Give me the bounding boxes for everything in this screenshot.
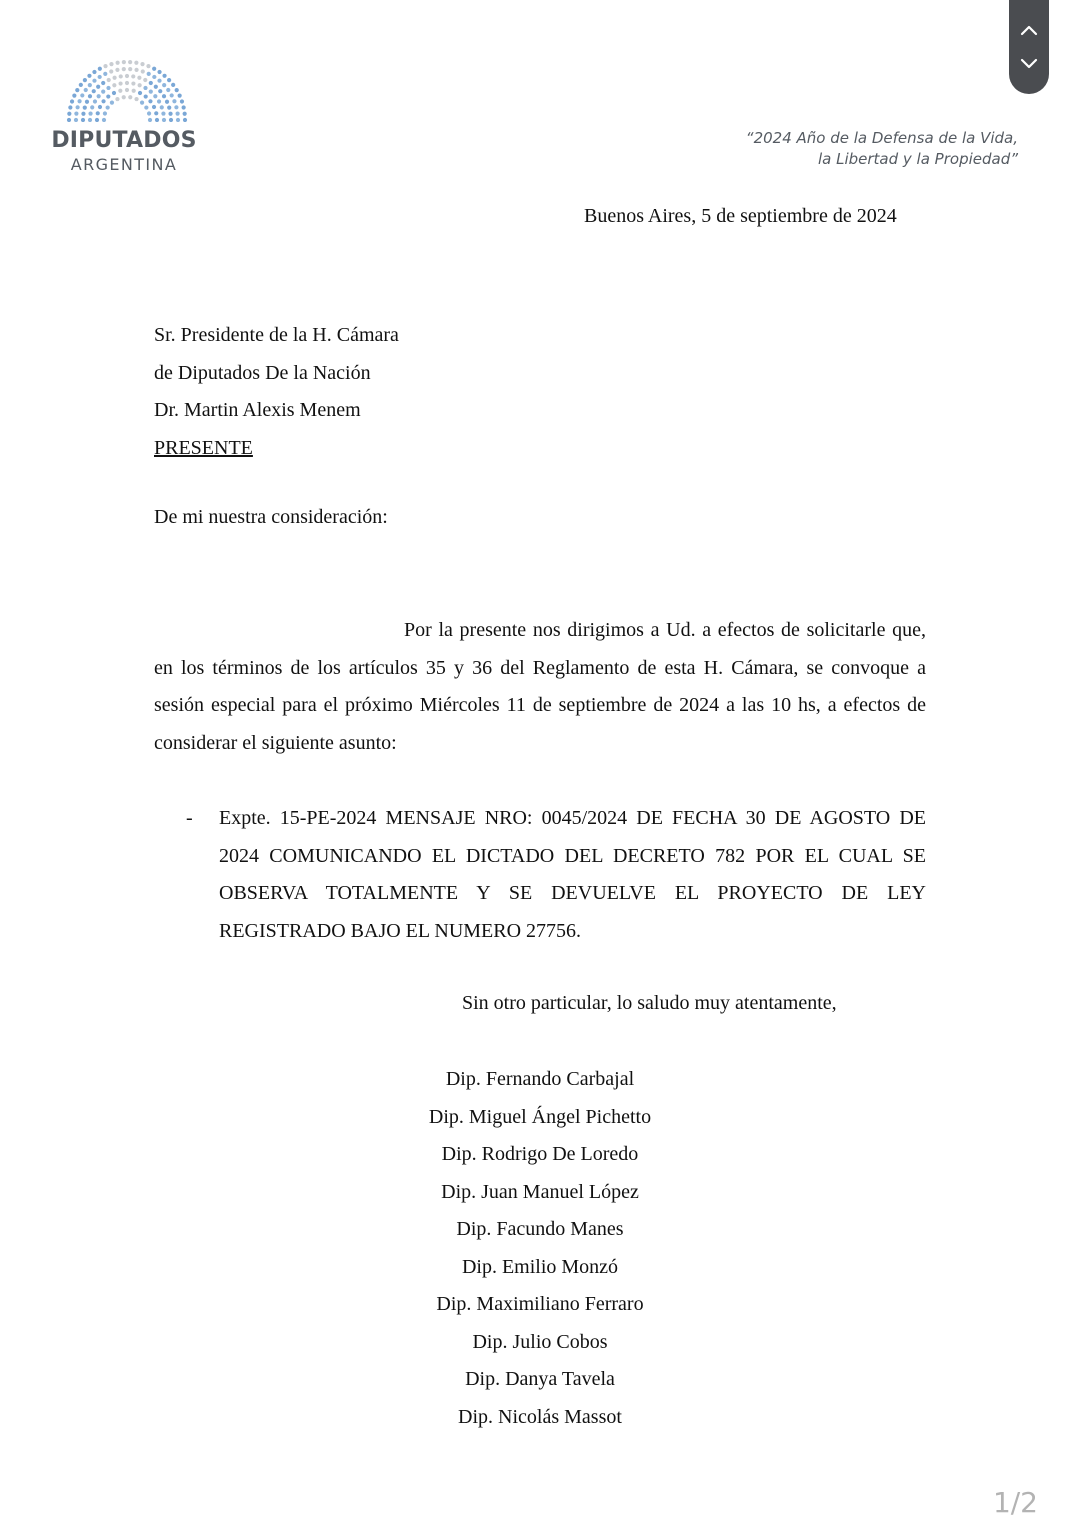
chamber-seats-icon: [64, 58, 190, 122]
recipient-line: Dr. Martin Alexis Menem: [154, 399, 361, 421]
signer: Dip. Emilio Monzó: [461, 1255, 619, 1278]
signer: Dip. Fernando Carbajal: [445, 1068, 635, 1090]
page-indicator: 1/2: [992, 1486, 1038, 1519]
year-motto: [746, 128, 1018, 170]
diputados-logo: [44, 58, 214, 174]
agenda-item: [186, 800, 926, 950]
page-navigation: [1009, 0, 1049, 94]
list-dash: -: [186, 807, 193, 829]
recipient-line: de Diputados De la Nación: [154, 361, 371, 384]
letter-date: Buenos Aires, 5 de septiembre de 2024: [584, 205, 897, 227]
greeting: De mi nuestra consideración:: [154, 506, 388, 528]
motto-line-1: “2024 Año de la Defensa de la Vida,: [745, 129, 1018, 147]
chevron-down-icon: [1020, 58, 1038, 70]
signer: Dip. Miguel Ángel Pichetto: [428, 1105, 652, 1128]
signer: Dip. Facundo Manes: [456, 1218, 624, 1240]
recipient-presente: PRESENTE: [154, 436, 253, 459]
chevron-up-icon: [1020, 24, 1038, 36]
signer: Dip. Danya Tavela: [465, 1368, 615, 1390]
logo-subtitle: ARGENTINA: [70, 155, 178, 174]
signer: Dip. Rodrigo De Loredo: [441, 1143, 639, 1165]
signer: Dip. Julio Cobos: [472, 1330, 608, 1353]
signer: Dip. Juan Manuel López: [441, 1180, 639, 1203]
next-page-button[interactable]: [1009, 47, 1049, 81]
signer: Dip. Maximiliano Ferraro: [436, 1293, 644, 1315]
agenda-item-text: Expte. 15-PE-2024 MENSAJE NRO: 0045/2024 DE FECHA 30 DE AGOSTO DE 2024 COMUNICANDO EL DICTADO DEL DECRETO 782 POR EL CUAL SE OBSERVA TOTALMENTE Y SE DEVUELVE EL PROYECTO DE LEY REGISTRADO BAJO EL NUMERO 27756.: [219, 807, 926, 942]
logo-title: DIPUTADOS: [51, 128, 197, 153]
signers-list: [340, 1061, 740, 1436]
motto-line-2: la Libertad y la Propiedad”: [817, 150, 1018, 168]
previous-page-button[interactable]: [1009, 13, 1049, 47]
recipient-block: [154, 317, 399, 467]
signer: Dip. Nicolás Massot: [458, 1405, 622, 1428]
recipient-line: Sr. Presidente de la H. Cámara: [154, 324, 399, 346]
closing-line: Sin otro particular, lo saludo muy atentamente,: [462, 992, 837, 1014]
body-paragraph: Por la presente nos dirigimos a Ud. a efectos de solicitarle que, en los términos de los artículos 35 y 36 del Reglamento de esta H. Cámara, se convoque a sesión especial para el próximo Miércoles 11 de septiembre de 2024 a las 10 hs, a efectos de considerar el siguiente asunto:: [154, 619, 926, 754]
